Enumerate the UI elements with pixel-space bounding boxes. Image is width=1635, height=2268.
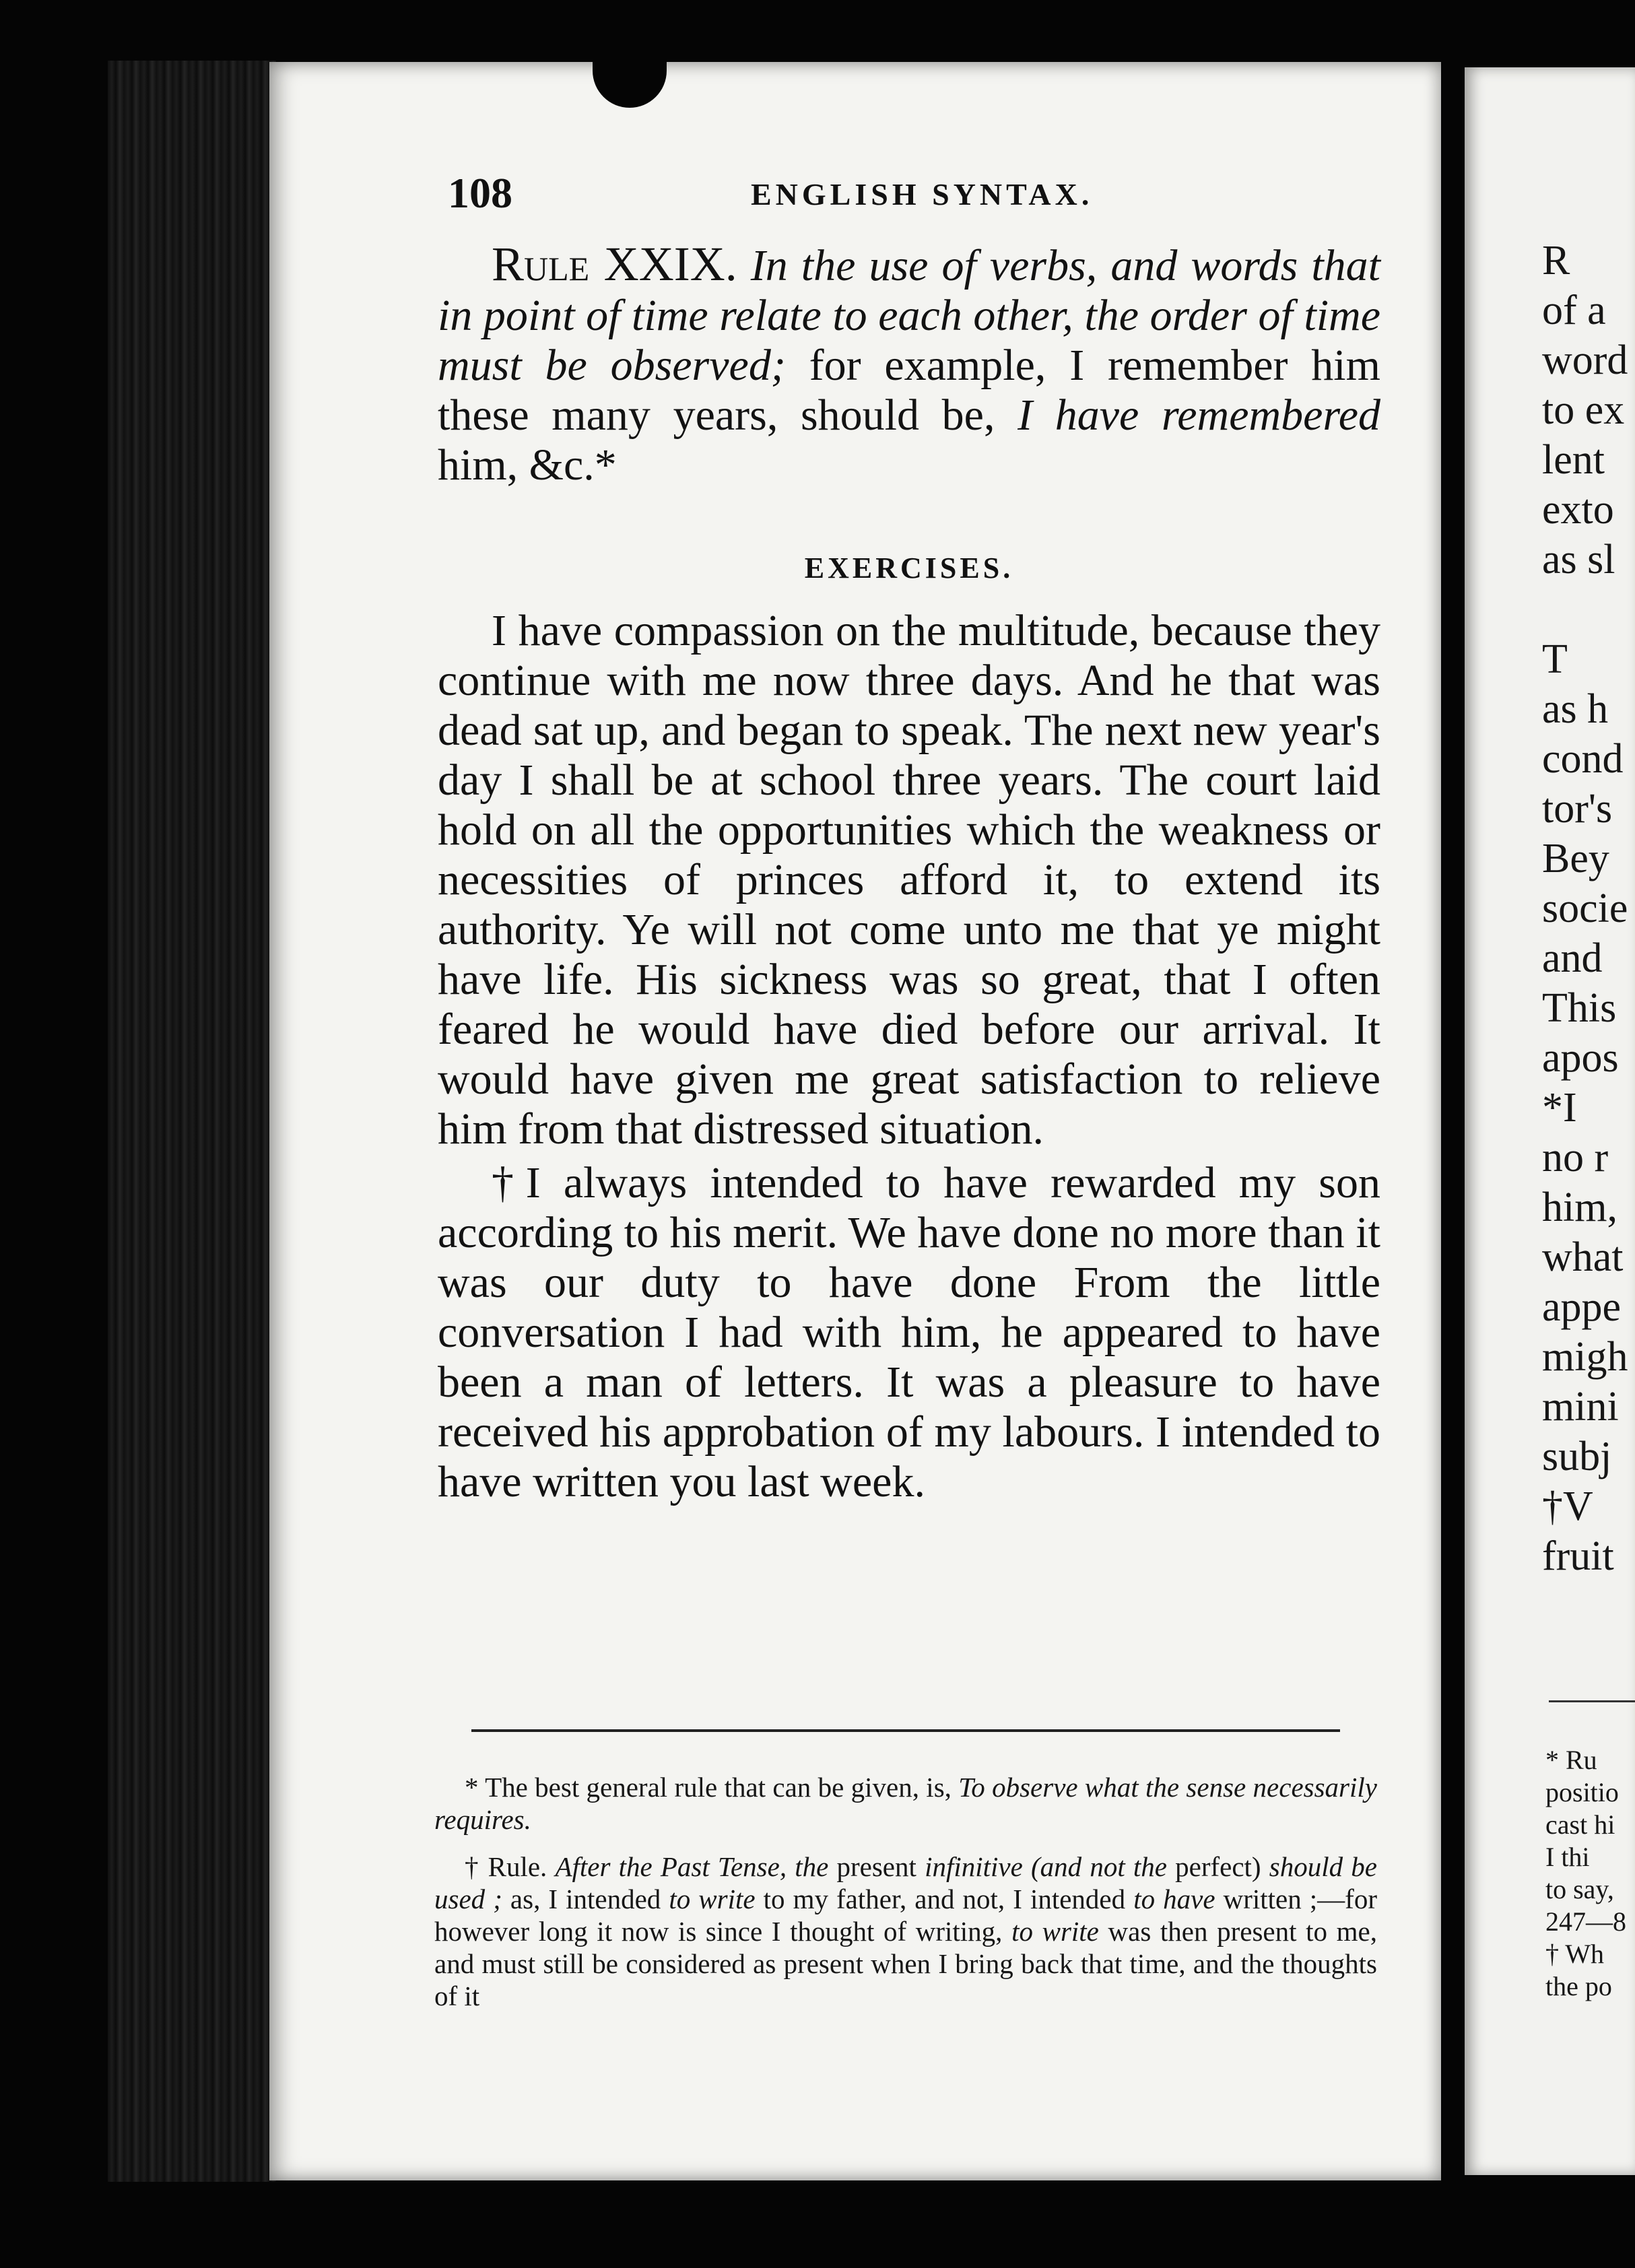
footnote-2-text: written ;—for however long it now is since I thought of writing, xyxy=(434,1883,1377,1947)
facing-footnote-divider xyxy=(1549,1700,1635,1702)
facing-line: what xyxy=(1542,1234,1624,1280)
facing-line: lent xyxy=(1542,437,1605,483)
exercise-paragraph: I have compassion on the multitude, because they continue with me now three days. And he that was dead sat up, and began to speak. The next new year's day I shall be at school three years. The court laid hold on all the opportunities which the weakness or necessities of princes afford it, to extend its authority. Ye will not come unto me that ye might have life. His sickness was so great, that I often feared he would have died before our arrival. It would have given me great satisfaction to relieve him from that distressed situation. xyxy=(438,606,1380,1154)
facing-line: *I xyxy=(1542,1085,1577,1131)
facing-line: mini xyxy=(1542,1384,1619,1430)
facing-line xyxy=(1542,585,1635,634)
facing-note-line: I thi xyxy=(1545,1842,1590,1872)
rule-paragraph xyxy=(438,239,1380,490)
facing-line: as sl xyxy=(1542,537,1615,582)
footnote-1-text: * The best general rule that can be given, is, xyxy=(465,1772,959,1803)
facing-page-notes xyxy=(1545,1744,1635,2003)
facing-line: as h xyxy=(1542,686,1609,732)
footnote-2-text: † Rule. xyxy=(465,1851,556,1882)
rule-example-correction: I have remembered xyxy=(1017,391,1380,440)
running-head xyxy=(448,168,1384,222)
footnote-2-text: perfect) xyxy=(1166,1851,1269,1882)
facing-note-line: to say, xyxy=(1545,1874,1614,1904)
facing-note-line: 247—8 xyxy=(1545,1906,1626,1937)
footnote-2-italic: to have xyxy=(1133,1883,1215,1914)
facing-note-line: positio xyxy=(1545,1777,1619,1807)
footnote-2-text: present xyxy=(828,1851,925,1882)
rule-label: Rule XXIX. xyxy=(492,237,737,291)
book-spine-edge xyxy=(108,61,276,2182)
footnote-2-text: to my father, and not, I intended xyxy=(755,1883,1134,1914)
facing-note-line: cast hi xyxy=(1545,1809,1615,1840)
facing-line: migh xyxy=(1542,1334,1628,1380)
facing-line: R xyxy=(1542,238,1570,284)
facing-line: T xyxy=(1542,636,1568,682)
footnote-divider xyxy=(471,1729,1340,1732)
facing-line: tor's xyxy=(1542,786,1613,832)
rule-example: for example, I remember him these many years, should be, xyxy=(438,341,1380,440)
footnote-2-italic: to write xyxy=(1011,1916,1099,1947)
facing-line: cond xyxy=(1542,736,1624,782)
footnote-2-text: as, I intended xyxy=(502,1883,669,1914)
facing-line: †V xyxy=(1542,1483,1593,1529)
facing-line: of a xyxy=(1542,288,1606,333)
facing-line: to ex xyxy=(1542,387,1625,433)
facing-line: This xyxy=(1542,985,1617,1031)
facing-note-line: the po xyxy=(1545,1971,1612,2001)
facing-line: socie xyxy=(1542,886,1628,931)
facing-line: exto xyxy=(1542,487,1614,533)
footnote-2-italic: After the Past Tense, the xyxy=(555,1851,829,1882)
running-title: ENGLISH SYNTAX. xyxy=(751,177,1094,211)
footnote-2 xyxy=(434,1850,1377,2012)
footnote-1-italic: To observe what the sense necessarily requires. xyxy=(434,1772,1377,1835)
rule-statement: In the use of verbs, and words that in point of time relate to each other, the order of time must be observed; xyxy=(438,241,1381,390)
footnotes xyxy=(434,1771,1377,2027)
facing-line: no r xyxy=(1542,1135,1609,1180)
exercises-text xyxy=(438,606,1380,1507)
facing-note-line: * Ru xyxy=(1545,1745,1597,1775)
exercise-paragraph: †I always intended to have rewarded my son according to his merit. We have done no more than it was our duty to have done From the little conversation I had with him, he appeared to have been a man of letters. It was a pleasure to have received his approbation of my labours. I intended to have written you last week. xyxy=(438,1158,1380,1506)
footnote-2-italic: to write xyxy=(669,1883,756,1914)
footnote-2-text: was then present to me, and must still be considered as present when I bring back that time, and the thoughts of it xyxy=(434,1916,1377,2011)
facing-page-lines xyxy=(1542,236,1635,1581)
facing-line: apos xyxy=(1542,1035,1619,1081)
facing-line: and xyxy=(1542,935,1603,981)
footnote-2-italic: infinitive (and not the xyxy=(925,1851,1167,1882)
facing-line: Bey xyxy=(1542,836,1609,881)
footnote-1 xyxy=(434,1771,1377,1836)
facing-line: subj xyxy=(1542,1434,1612,1479)
facing-line: him, xyxy=(1542,1185,1617,1230)
exercises-heading: EXERCISES. xyxy=(804,552,1014,585)
rule-example-end: him, &c.* xyxy=(438,440,617,490)
facing-line: appe xyxy=(1542,1284,1622,1330)
facing-line: word xyxy=(1542,337,1628,383)
page-number: 108 xyxy=(448,169,512,217)
footnote-2-italic: should be used ; xyxy=(434,1851,1377,1914)
facing-line: fruit xyxy=(1542,1533,1614,1579)
facing-note-line: † Wh xyxy=(1545,1939,1605,1969)
